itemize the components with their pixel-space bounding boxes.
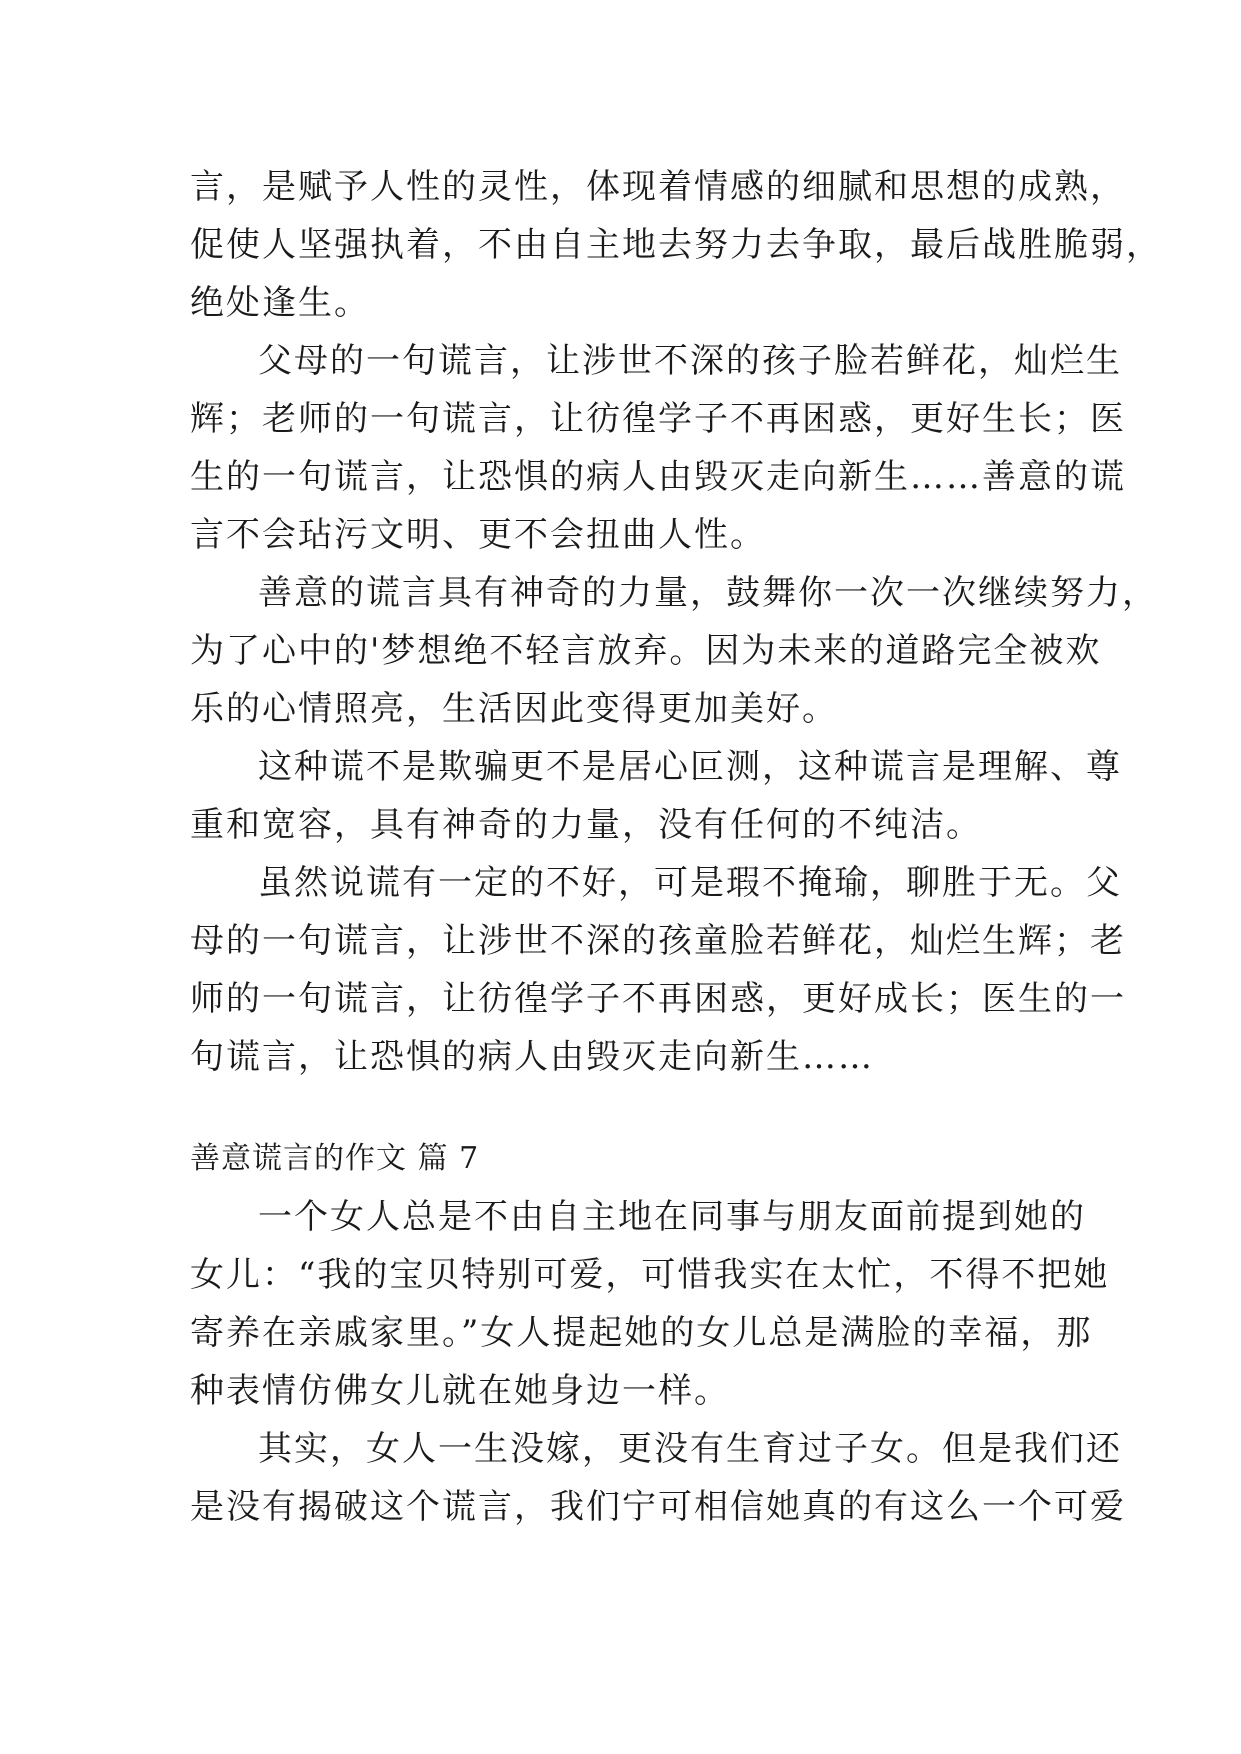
- section-heading: 善意谎言的作文 篇 7: [190, 1141, 480, 1176]
- text-line: 重和宽容，具有神奇的力量，没有任何的不纯洁。: [190, 805, 982, 845]
- paragraph-start-line: 这种谎不是欺骗更不是居心叵测，这种谎言是理解、尊: [258, 747, 1122, 787]
- text-line: 乐的心情照亮，生活因此变得更加美好。: [190, 689, 838, 729]
- text-line: 女儿：“我的宝贝特别可爱，可惜我实在太忙，不得不把她: [190, 1255, 1110, 1295]
- paragraph-start-line: 一个女人总是不由自主地在同事与朋友面前提到她的: [258, 1197, 1086, 1237]
- text-line: 种表情仿佛女儿就在她身边一样。: [190, 1371, 730, 1411]
- text-line: 是没有揭破这个谎言，我们宁可相信她真的有这么一个可爱: [190, 1487, 1126, 1527]
- text-line: 言，是赋予人性的灵性，体现着情感的细腻和思想的成熟，: [190, 167, 1126, 207]
- text-line: 寄养在亲戚家里。”女人提起她的女儿总是满脸的幸福，那: [190, 1313, 1093, 1353]
- text-line: 为了心中的'梦想绝不轻言放弃。因为未来的道路完全被欢: [190, 631, 1102, 671]
- paragraph-start-line: 虽然说谎有一定的不好，可是瑕不掩瑜，聊胜于无。父: [258, 863, 1122, 903]
- text-line: 母的一句谎言，让涉世不深的孩童脸若鲜花，灿烂生辉；老: [190, 921, 1126, 961]
- text-line: 辉；老师的一句谎言，让彷徨学子不再困惑，更好生长；医: [190, 399, 1126, 439]
- text-line: 师的一句谎言，让彷徨学子不再困惑，更好成长；医生的一: [190, 979, 1126, 1019]
- text-line: 绝处逢生。: [190, 283, 370, 323]
- text-line: 句谎言，让恐惧的病人由毁灭走向新生……: [190, 1037, 874, 1077]
- paragraph-start-line: 其实，女人一生没嫁，更没有生育过子女。但是我们还: [258, 1429, 1122, 1469]
- paragraph-start-line: 善意的谎言具有神奇的力量，鼓舞你一次一次继续努力，: [258, 573, 1158, 613]
- document-page: [190, 158, 1162, 1536]
- paragraph-start-line: 父母的一句谎言，让涉世不深的孩子脸若鲜花，灿烂生: [258, 341, 1122, 381]
- text-line: 言不会玷污文明、更不会扭曲人性。: [190, 515, 766, 555]
- text-line: 促使人坚强执着，不由自主地去努力去争取，最后战胜脆弱，: [190, 225, 1162, 265]
- text-line: 生的一句谎言，让恐惧的病人由毁灭走向新生……善意的谎: [190, 457, 1126, 497]
- section-gap: [190, 1086, 1050, 1130]
